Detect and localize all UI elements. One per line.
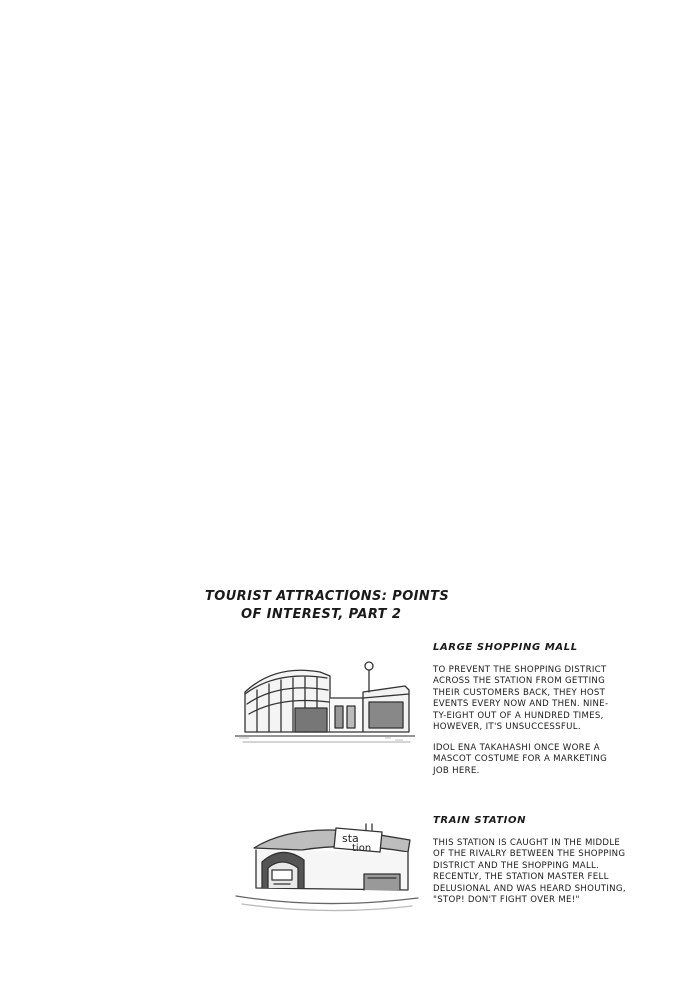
sign-text-line-1: sta <box>342 832 359 845</box>
entry-text-train-station: THIS STATION IS CAUGHT IN THE MIDDLE OF THE RIVALRY BETWEEN THE SHOPPING DISTRICT AND THE SHOPPING MALL. RECENTLY, THE STATION MASTER FELL DELUSIONAL AND WAS HEARD SHOUTING, "STOP! DON'T FIGHT OVER ME!" <box>433 838 626 906</box>
entry-heading-train-station: TRAIN STATION <box>433 815 527 826</box>
entry-heading-shopping-mall: LARGE SHOPPING MALL <box>433 642 578 653</box>
title-line-1: TOURIST ATTRACTIONS: POINTS <box>205 589 450 604</box>
sign-text-line-2: tion <box>352 843 372 854</box>
entry-text-shopping-mall-1: TO PREVENT THE SHOPPING DISTRICT ACROSS THE STATION FROM GETTING THEIR CUSTOMERS BACK, THEY HOST EVENTS EVERY NOW AND THEN. NINE- TY-EIGHT OUT OF A HUNDRED TIMES, HOWEVER, IT'S UNSUCCESSFUL. <box>433 665 609 733</box>
entry-text-shopping-mall-2: IDOL ENA TAKAHASHI ONCE WORE A MASCOT COSTUME FOR A MARKETING JOB HERE. <box>433 743 608 776</box>
shopping-mall-illustration <box>235 652 415 747</box>
title-line-2: OF INTEREST, PART 2 <box>241 607 402 622</box>
page-title <box>205 588 475 624</box>
train-station-illustration <box>232 818 422 914</box>
